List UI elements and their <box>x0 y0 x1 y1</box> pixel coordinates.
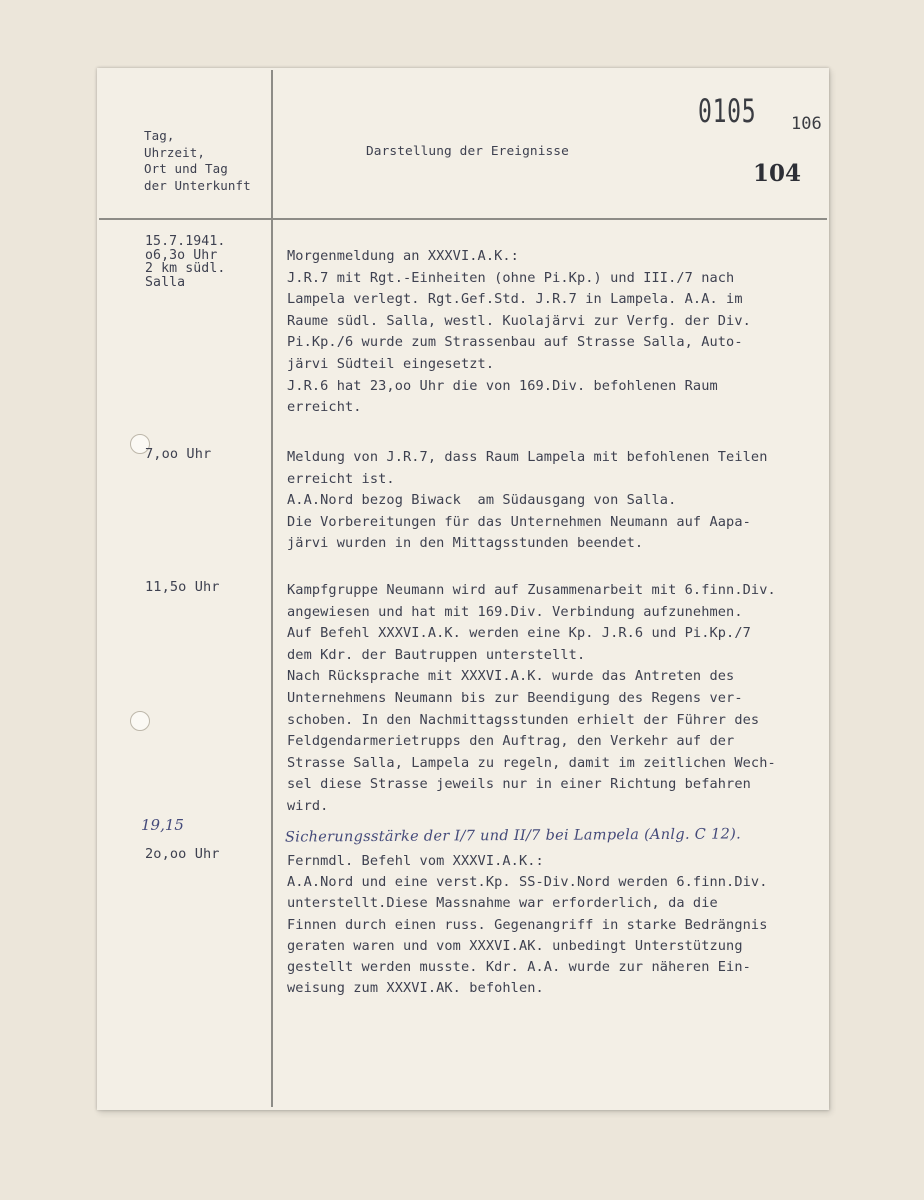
entry-time: 2o,oo Uhr <box>145 846 220 862</box>
handwritten-note: Sicherungsstärke der I/7 und II/7 bei Lampela (Anlg. C 12). <box>284 826 742 846</box>
entry-text: Kampfgruppe Neumann wird auf Zusammenarbeit mit 6.finn.Div. angewiesen und hat mit 169.Div. Verbindung aufzunehmen. Auf Befehl XXXVI.A.K. werden eine Kp. J.R.6 und Pi.Kp./7 dem Kdr. der Bautruppen unterstellt. Nach Rücksprache mit XXXVI.A.K. wurde das Antreten des Unternehmens Neumann bis zur Beendigung des Regens ver- schoben. In den Nachmittagsstunden erhielt der Führer des Feldgendarmerietrupps den Auftrag, den Verkehr auf der Strasse Salla, Lampela zu regeln, damit im zeitlichen Wech- sel diese Strasse jeweils nur in einer Richtung befahren wird. <box>287 582 776 814</box>
header-date-column-label: Tag, Uhrzeit, Ort und Tag der Unterkunft <box>144 128 251 193</box>
archive-stamp-number: 0105 <box>698 92 757 130</box>
entry-time: 15.7.1941. o6,3o Uhr 2 km südl. Salla <box>145 234 226 290</box>
entry-text: Morgenmeldung an XXXVI.A.K.: J.R.7 mit Rgt.-Einheiten (ohne Pi.Kp.) und III./7 nach Lampela verlegt. Rgt.Gef.Std. J.R.7 in Lampela. A.A. im Raume südl. Salla, westl. Kuolajärvi zur Verfg. der Div. Pi.Kp./6 wurde zum Strassenbau auf Strasse Salla, Auto- järvi Südteil eingesetzt. J.R.6 hat 23,oo Uhr die von 169.Div. befohlenen Raum erreicht. <box>287 248 751 416</box>
entry-time: 11,5o Uhr <box>145 579 220 595</box>
archive-stamp-small: 106 <box>791 114 822 134</box>
page-number: 104 <box>753 160 802 187</box>
handwritten-time: 19,15 <box>141 816 184 834</box>
punch-hole <box>130 711 150 731</box>
entry-text: Fernmdl. Befehl vom XXXVI.A.K.: A.A.Nord und eine verst.Kp. SS-Div.Nord werden 6.finn.Div. unterstellt.Diese Massnahme war erforderlich, da die Finnen durch einen russ. Gegenangriff in starke Bedrängnis geraten waren und vom XXXVI.AK. unbedingt Unterstützung gestellt werden musste. Kdr. A.A. wurde zur näheren Ein- weisung zum XXXVI.AK. befohlen. <box>287 853 768 997</box>
header-divider <box>99 218 827 220</box>
column-divider <box>271 70 273 1107</box>
header-title: Darstellung der Ereignisse <box>366 144 569 159</box>
entry-time: 7,oo Uhr <box>145 446 212 462</box>
entry-text: Meldung von J.R.7, dass Raum Lampela mit befohlenen Teilen erreicht ist. A.A.Nord bezog Biwack am Südausgang von Salla. Die Vorbereitungen für das Unternehmen Neumann auf Aapa- järvi wurden in den Mittagsstunden beendet. <box>287 449 768 552</box>
